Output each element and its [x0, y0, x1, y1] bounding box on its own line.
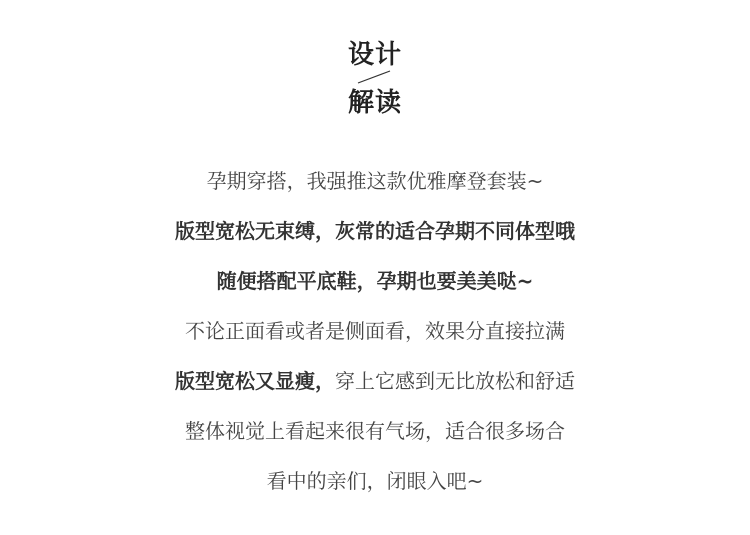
text-line-4: 不论正面看或者是侧面看，效果分直接拉满 — [185, 319, 565, 343]
text-line-6: 整体视觉上看起来很有气场，适合很多场合 — [185, 419, 565, 443]
text-line-5-bold-part: 版型宽松又显瘦， — [175, 369, 335, 393]
text-line-5 — [0, 363, 750, 413]
section-heading — [0, 30, 750, 120]
text-line-2-bold: 版型宽松无束缚，灰常的适合孕期不同体型哦 — [175, 219, 575, 243]
heading-line-1: 设计 — [347, 40, 402, 70]
text-line-3-bold: 随便搭配平底鞋，孕期也要美美哒~ — [216, 269, 534, 293]
text-line-1: 孕期穿搭，我强推这款优雅摩登套装~ — [206, 169, 544, 193]
heading-line-2: 解读 — [347, 88, 402, 118]
description-paragraph — [0, 163, 750, 513]
text-line-5-rest: 穿上它感到无比放松和舒适 — [335, 369, 575, 393]
text-line-7: 看中的亲们，闭眼入吧~ — [266, 469, 484, 493]
